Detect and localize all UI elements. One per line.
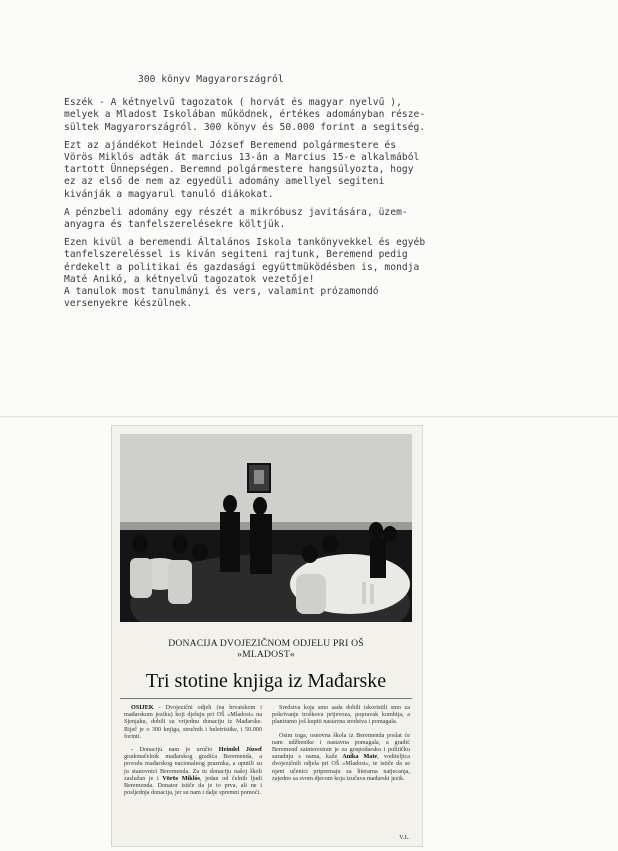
person-name: Anika Mate bbox=[342, 753, 378, 761]
page-fold bbox=[0, 416, 618, 418]
article-paragraph bbox=[272, 732, 410, 782]
article-text: - Donaciju nam je uručio bbox=[131, 746, 219, 754]
newspaper-clipping bbox=[112, 426, 422, 846]
typed-note-title: 300 könyv Magyarországról bbox=[138, 74, 284, 85]
clipping-headline: Tri stotine knjiga iz Mađarske bbox=[145, 670, 387, 692]
article-column-left bbox=[124, 704, 262, 802]
ceremony-photo bbox=[120, 434, 412, 622]
article-text: - Dvojezični odjeli (na hrvatskom i mađarskom jeziku) koji djeluju pri OŠ »Mladost« na Sjenjaku, dobili su vrijednu donaciju iz Mađarske. Riječ je o 300 knjiga, stručnih i beletristike, i 50.000 forinti. bbox=[124, 704, 262, 740]
clipping-kicker bbox=[120, 638, 412, 660]
typed-note-paragraph: Ezen kivül a beremendi Általános Iskola tankönyvekkel és egyéb tanfelszereléssel is kiván segiteni rajtunk, Beremend pedig érdekelt a politikai és gazdasági együttmüködésben is, mondja Maté Anikó, a kétnyelvű tagozatok vezetője! A tanulok most tanulmányi és vers, valamint prózamondó versenyekre készülnek. bbox=[64, 237, 426, 310]
article-paragraph bbox=[124, 746, 262, 796]
clipping-kicker-line2: »MLADOST« bbox=[237, 649, 295, 660]
person-name: Heindel József bbox=[218, 746, 262, 754]
dateline: OSIJEK bbox=[131, 704, 154, 711]
typed-note bbox=[64, 74, 564, 316]
article-text: gradonačelnik mađarskog gradića Beremenda, a povodu mađarskog nacionalnog praznika, a uputili su ju stanovnici Beremenda. Za tu donaciju našoj školi zaslužan je i bbox=[124, 753, 262, 782]
article-text: , voditeljica dvojezičnih odjela pri OŠ »Mladost«, te ističe da se njeni učenici pripremaju za literarna natjecanja, zajedno sa svom djecom koja izučava mađarski jezik. bbox=[272, 753, 410, 782]
ceremony-photo-image bbox=[120, 434, 412, 622]
typed-note-paragraph: A pénzbeli adomány egy részét a mikróbusz javitására, üzem- anyagra és tanfelszerelésekre költjük. bbox=[64, 206, 408, 231]
headline-rule bbox=[120, 698, 412, 699]
article-paragraph bbox=[124, 704, 262, 740]
author-signature: V.L. bbox=[399, 834, 410, 841]
article-text: Osim toga, osnovna škola iz Beremenda poslat će nam udžbenike i nastavna pomagala, a gradić Beremend zainteresiran je za gospodarsku i političku suradnju s nama, kaže bbox=[272, 731, 410, 761]
clipping-kicker-line1: DONACIJA DVOJEZIČNOM ODJELU PRI OŠ bbox=[168, 638, 364, 649]
article-column-right bbox=[272, 704, 410, 788]
article-paragraph: Sredstva koja smo sada dobili iskoristili smo za pokrivanje troškova prijevoza, popravak kombija, a planiramo još kupiti nastavna sredstva i pomagala. bbox=[272, 704, 410, 726]
typed-note-paragraph: Ezt az ajándékot Heindel József Beremend polgármestere és Vörös Miklós adták át marcius 13-án a Marcius 15-e alkalmából tartott Ünnepségen. Beremnd polgármestere hangsúlyozta, hogy ez az első de nem az egyedüli adomány amellyel segiteni kivánják a magyarul tanuló diákokat. bbox=[64, 139, 420, 200]
typed-note-paragraph: Eszék - A kétnyelvű tagozatok ( horvát és magyar nyelvű ), melyek a Mladost Iskolában működnek, értékes adományban része- sültek Magyarországról. 300 könyv és 50.000 forint a segitség. bbox=[64, 97, 426, 133]
article-text: , jedan od čelnih ljudi Beremenda. Donator ističe da je to prva, ali ne i posljednja donacija, jer su nam i dalje spremni pomoći. bbox=[124, 774, 262, 797]
person-name: Vörös Miklós bbox=[162, 774, 200, 782]
